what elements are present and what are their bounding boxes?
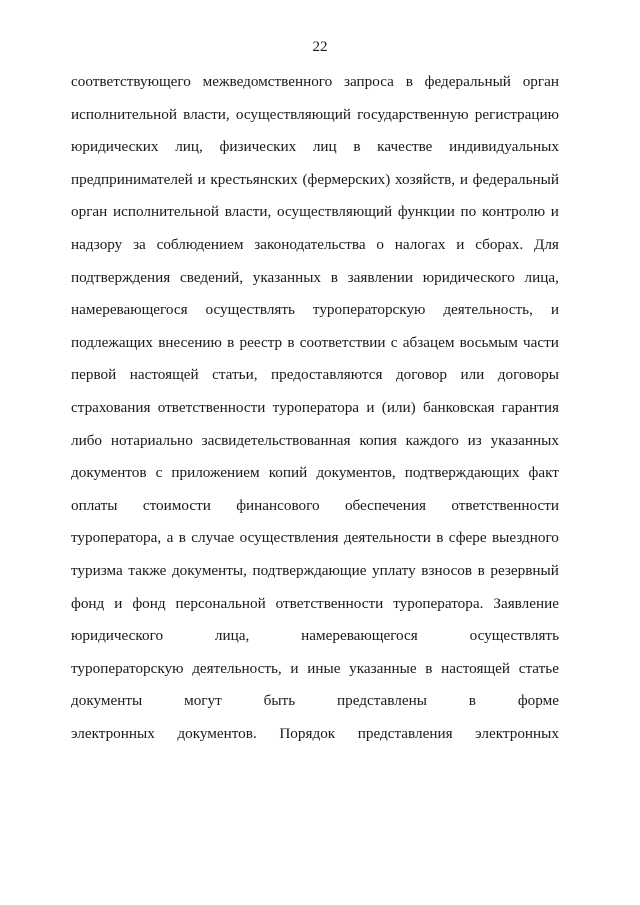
word: деятельности <box>343 529 431 547</box>
word: лиц <box>312 138 337 156</box>
word: соблюдением <box>156 235 244 253</box>
text-line <box>71 262 559 295</box>
word: подтверждающих <box>404 464 520 482</box>
word: документов. <box>177 724 257 742</box>
word: оплаты <box>71 496 118 514</box>
word: статье <box>518 659 559 677</box>
word: туроператорскую <box>312 301 426 319</box>
page-number: 22 <box>312 39 328 55</box>
word: ответственности <box>157 398 266 416</box>
word: представлены <box>337 692 427 710</box>
word: за <box>133 235 146 253</box>
word: подлежащих <box>71 333 153 351</box>
word: в <box>405 73 413 90</box>
text-line <box>71 425 559 458</box>
word: и <box>456 235 465 253</box>
word: части <box>523 333 559 351</box>
word: регистрацию <box>474 105 559 123</box>
word: выездного <box>491 529 559 547</box>
word: намеревающегося <box>71 301 188 319</box>
word: абзацем <box>402 333 455 351</box>
word: персональной <box>175 594 266 612</box>
word: государственную <box>357 105 469 123</box>
word: крестьянских <box>210 170 298 188</box>
word: копия <box>359 431 397 449</box>
word: туроператора. <box>393 594 484 612</box>
text-line <box>71 555 559 588</box>
word: контролю <box>482 203 546 221</box>
word: в <box>468 692 476 710</box>
word: исполнительной <box>113 203 219 221</box>
word: федеральный <box>472 170 559 188</box>
text-line <box>71 164 559 197</box>
word: запроса <box>344 73 394 90</box>
word: финансового <box>236 496 320 514</box>
word: страхования <box>71 398 151 416</box>
word: фонд <box>71 594 105 612</box>
word: нотариально <box>110 431 193 449</box>
word: качестве <box>377 138 433 156</box>
word: юридического <box>71 627 164 645</box>
word: указанные <box>349 659 417 677</box>
word: осуществления <box>239 529 339 547</box>
word: и <box>550 203 559 221</box>
word: в <box>477 561 485 579</box>
word: туроператора, <box>71 529 162 547</box>
word: орган <box>71 203 108 221</box>
word: и <box>197 170 206 188</box>
word: Для <box>533 235 559 253</box>
word: подтверждающие <box>252 561 367 579</box>
word: заявлении <box>347 268 414 286</box>
word: настоящей <box>129 366 199 384</box>
word: факт <box>528 464 559 482</box>
text-line <box>71 392 559 425</box>
word: по <box>460 203 477 221</box>
word: в <box>330 268 338 286</box>
word: с <box>390 333 398 351</box>
word: орган <box>522 73 559 90</box>
text-line <box>71 196 559 229</box>
text-line <box>71 294 559 327</box>
word: настоящей <box>441 659 511 677</box>
text-line <box>71 66 559 99</box>
word: туроператорскую <box>71 659 184 677</box>
word: налогах <box>394 235 446 253</box>
word: юридических <box>71 138 159 156</box>
word: соответствии <box>299 333 386 351</box>
text-line <box>71 620 559 653</box>
word: копий <box>268 464 308 482</box>
word: предоставляются <box>270 366 383 384</box>
word: сборах. <box>475 235 524 253</box>
word: в <box>436 529 444 547</box>
word: лица, <box>524 268 559 286</box>
word: быть <box>263 692 296 710</box>
text-line <box>71 131 559 164</box>
text-line <box>71 457 559 490</box>
word: документы <box>71 692 143 710</box>
word: иные <box>307 659 341 677</box>
word: первой <box>71 366 117 384</box>
word: договоры <box>497 366 559 384</box>
word: осуществляющий <box>277 203 393 221</box>
word: засвидетельствованная <box>201 431 351 449</box>
word: осуществляющий <box>235 105 352 123</box>
word: деятельность, <box>192 659 282 677</box>
word: в <box>287 333 295 351</box>
word: договор <box>395 366 447 384</box>
word: (фермерских) <box>302 170 391 188</box>
word: уплату <box>372 561 416 579</box>
word: банковская <box>423 398 495 416</box>
word: функции <box>397 203 455 221</box>
word: могут <box>184 692 222 710</box>
word: сфере <box>448 529 487 547</box>
word: с <box>155 464 163 482</box>
word: в <box>227 333 235 351</box>
word: восьмым <box>459 333 518 351</box>
word: каждого <box>405 431 459 449</box>
word: документов, <box>316 464 396 482</box>
word: подтверждения <box>71 268 171 286</box>
word: законодательства <box>254 235 366 253</box>
word: о <box>376 235 384 253</box>
word: документы, <box>171 561 247 579</box>
word: фонд <box>132 594 166 612</box>
word: власти, <box>224 203 272 221</box>
word: из <box>467 431 482 449</box>
word: туроператора <box>272 398 360 416</box>
document-body <box>71 66 559 750</box>
word: межведомственного <box>202 73 333 90</box>
word: и <box>366 398 375 416</box>
word: федеральный <box>424 73 511 90</box>
word: или <box>460 366 485 384</box>
word: ответственности <box>451 496 559 514</box>
word: лиц, <box>175 138 203 156</box>
word: юридического <box>422 268 515 286</box>
word: представления <box>357 724 453 742</box>
word: соответствующего <box>71 73 191 90</box>
word: а <box>166 529 174 547</box>
word: в <box>178 529 186 547</box>
word: и <box>550 301 559 319</box>
text-line <box>71 327 559 360</box>
text-line <box>71 588 559 621</box>
word: реестр <box>239 333 283 351</box>
text-line <box>71 490 559 523</box>
word: (или) <box>381 398 416 416</box>
word: в <box>353 138 361 156</box>
word: приложением <box>171 464 260 482</box>
word: документов <box>71 464 147 482</box>
word: власти, <box>183 105 230 123</box>
text-line <box>71 718 559 751</box>
word: внесению <box>158 333 222 351</box>
word: туризма <box>71 561 123 579</box>
word: Порядок <box>279 724 336 742</box>
word: физических <box>219 138 297 156</box>
word: и <box>114 594 123 612</box>
word: указанных <box>252 268 322 286</box>
word: осуществлять <box>205 301 295 319</box>
word: ответственности <box>275 594 384 612</box>
word: электронных <box>475 724 559 742</box>
text-line <box>71 99 559 132</box>
word: гарантия <box>501 398 559 416</box>
word: осуществлять <box>469 627 559 645</box>
word: исполнительной <box>71 105 177 123</box>
word: случае <box>191 529 235 547</box>
word: также <box>128 561 167 579</box>
word: надзору <box>71 235 123 253</box>
word: индивидуальных <box>449 138 559 156</box>
text-line <box>71 359 559 392</box>
word: хозяйств, <box>395 170 456 188</box>
word: электронных <box>71 724 155 742</box>
word: и <box>290 659 299 677</box>
word: статьи, <box>212 366 258 384</box>
text-line <box>71 229 559 262</box>
word: обеспечения <box>344 496 427 514</box>
word: деятельность, <box>443 301 533 319</box>
word: намеревающегося <box>301 627 418 645</box>
word: и <box>459 170 468 188</box>
word: сведений, <box>180 268 244 286</box>
text-line <box>71 653 559 686</box>
text-line <box>71 685 559 718</box>
word: форме <box>517 692 559 710</box>
word: взносов <box>421 561 473 579</box>
word: лица, <box>214 627 250 645</box>
word: предпринимателей <box>71 170 193 188</box>
word: указанных <box>490 431 559 449</box>
text-line <box>71 522 559 555</box>
word: стоимости <box>142 496 211 514</box>
word: резервный <box>490 561 559 579</box>
word: либо <box>71 431 103 449</box>
word: в <box>425 659 433 677</box>
word: Заявление <box>493 594 559 612</box>
